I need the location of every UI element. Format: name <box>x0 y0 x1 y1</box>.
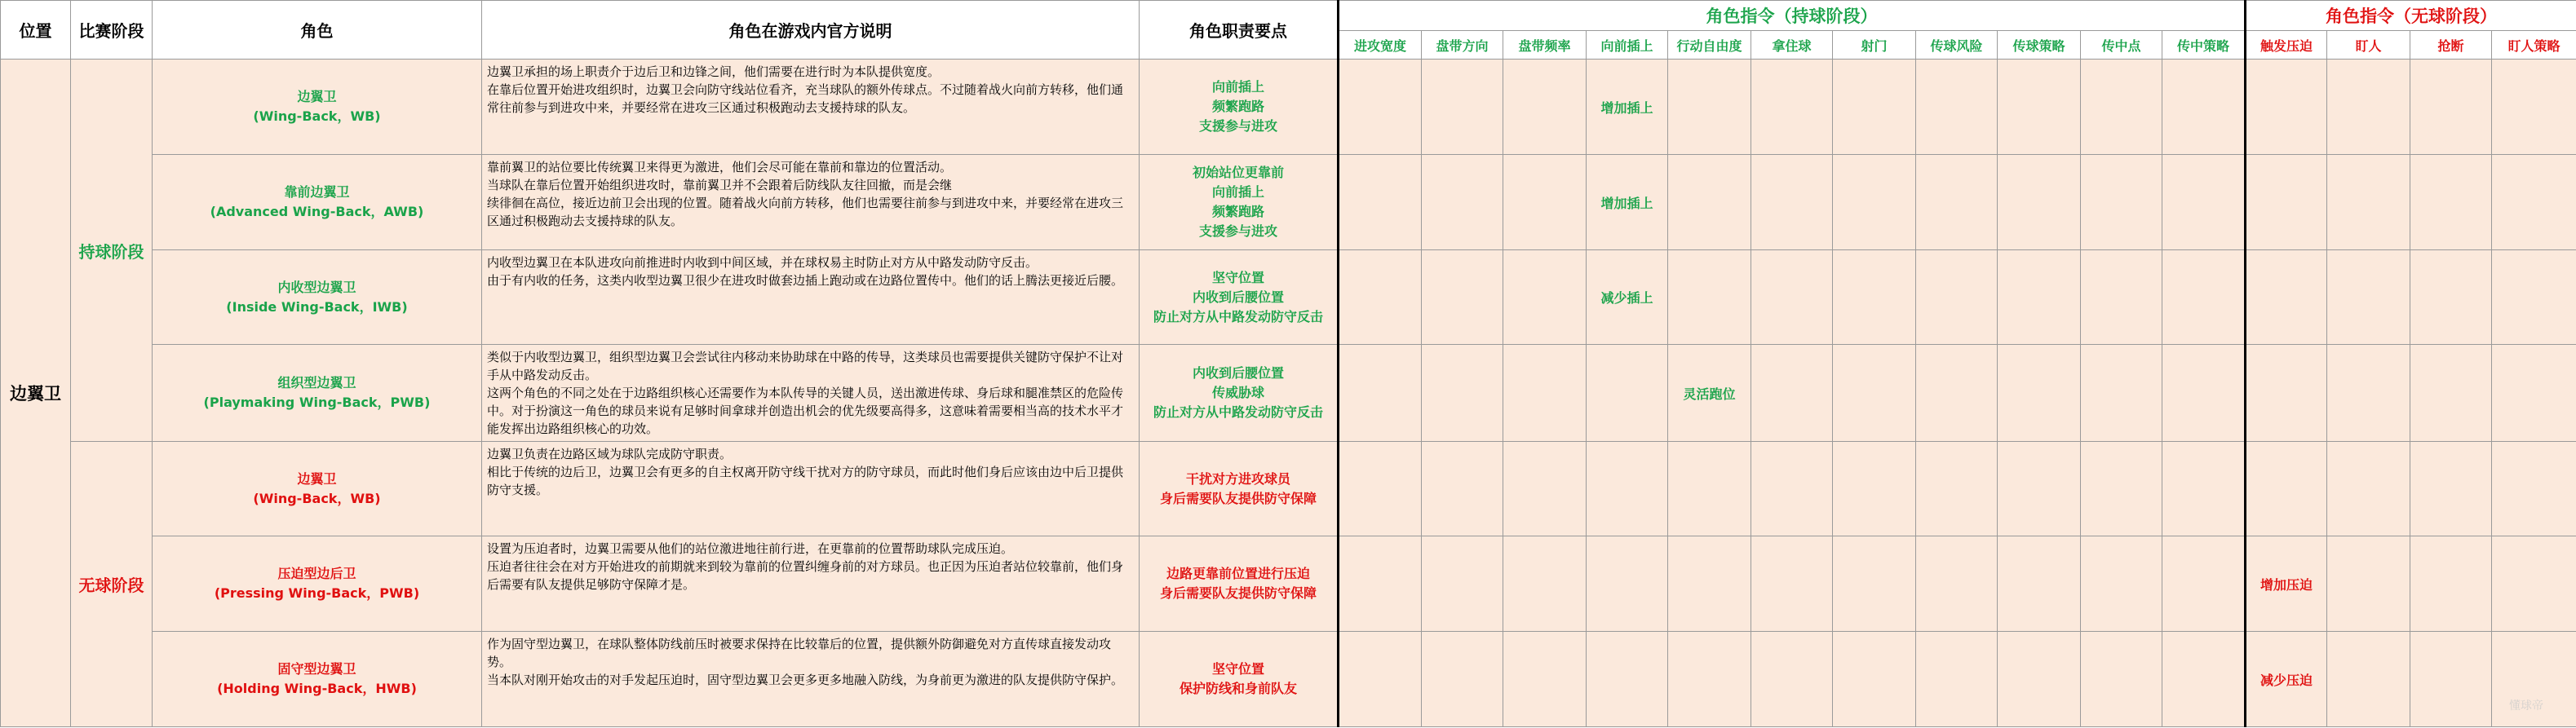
instruction-cell: 灵活跑位 <box>1668 345 1751 442</box>
instruction-cell <box>1833 442 1916 536</box>
instruction-cell <box>1587 345 1668 442</box>
instruction-cell <box>1587 442 1668 536</box>
col-header-in-9: 传中点 <box>2081 31 2162 60</box>
description-line: 类似于内收型边翼卫，组织型边翼卫会尝试往内移动来协助球在中路的传导，这类球员也需要提供关键防守保护不让对手从中路发动反击。 <box>487 350 1124 382</box>
instruction-cell <box>2246 250 2327 345</box>
role-cell <box>153 250 482 345</box>
instruction-cell <box>1339 632 1422 727</box>
instruction-cell <box>2492 60 2576 155</box>
instruction-cell <box>2081 536 2162 632</box>
duties-cell <box>1140 536 1339 632</box>
instruction-cell <box>1339 250 1422 345</box>
role-cell <box>153 536 482 632</box>
instruction-cell <box>2162 345 2246 442</box>
role-cell <box>153 632 482 727</box>
instruction-cell <box>2492 250 2576 345</box>
instruction-cell <box>2081 60 2162 155</box>
header-role: 角色 <box>153 1 482 60</box>
duty-item: 向前插上 <box>1211 79 1264 95</box>
col-header-out-1: 盯人 <box>2327 31 2410 60</box>
header-out-possession: 角色指令（无球阶段） <box>2246 1 2576 31</box>
col-header-in-1: 盘带方向 <box>1422 31 1503 60</box>
instruction-cell <box>2327 155 2410 250</box>
role-name: 固守型边翼卫 <box>277 661 356 677</box>
header-duties: 角色职责要点 <box>1140 1 1339 60</box>
instruction-cell <box>1751 442 1833 536</box>
table-row <box>1 442 2576 536</box>
instruction-cell <box>2081 155 2162 250</box>
instruction-cell: 减少压迫 <box>2246 632 2327 727</box>
instruction-cell <box>1833 250 1916 345</box>
description-line: 设置为压迫者时，边翼卫需要从他们的站位激进地往前行进，在更靠前的位置帮助球队完成压迫。 <box>487 541 1014 556</box>
instruction-cell <box>1503 442 1587 536</box>
description-cell <box>482 536 1140 632</box>
instruction-cell <box>2492 155 2576 250</box>
duty-item: 内收到后腰位置 <box>1192 289 1284 305</box>
description-line: 当本队对刚开始攻击的对手发起压迫时，固守型边翼卫会更多更多地融入防线，为身前更为激进的队友提供防守保护。 <box>487 673 1124 687</box>
description-line: 由于有内收的任务，这类内收型边翼卫很少在进攻时做套边插上跑动或在边路位置传中。他们的话上腾法更接近后腰。 <box>487 273 1124 288</box>
instruction-cell <box>2246 442 2327 536</box>
duties-cell <box>1140 632 1339 727</box>
duty-item: 防止对方从中路发动防守反击 <box>1153 308 1323 324</box>
instruction-cell <box>2327 536 2410 632</box>
role-english-name: (Pressing Wing-Back，PWB) <box>214 585 420 601</box>
instruction-cell <box>2162 536 2246 632</box>
duty-item: 保护防线和身前队友 <box>1179 681 1297 696</box>
header-phase: 比赛阶段 <box>71 1 153 60</box>
instruction-cell: 增加插上 <box>1587 60 1668 155</box>
description-line: 续徘徊在高位，接近边前卫会出现的位置。随着战火向前方转移，他们也需要往前参与到进攻中来，并要经常在进攻三区通过积极跑动去支援持球的队友。 <box>487 196 1124 228</box>
instruction-cell <box>1503 60 1587 155</box>
description-line: 边翼卫承担的场上职责介于边后卫和边锋之间，他们需要在进行时为本队提供宽度。 <box>487 64 941 79</box>
instruction-cell <box>2162 632 2246 727</box>
role-cell <box>153 442 482 536</box>
instruction-cell <box>1998 632 2081 727</box>
duty-item: 支援参与进攻 <box>1198 223 1277 239</box>
instruction-cell <box>2492 536 2576 632</box>
instruction-cell <box>1668 632 1751 727</box>
instruction-cell <box>1916 60 1998 155</box>
instruction-cell <box>1751 345 1833 442</box>
instruction-cell <box>2410 250 2492 345</box>
col-header-in-0: 进攻宽度 <box>1339 31 1422 60</box>
description-line: 在靠后位置开始进攻组织时，边翼卫会向防守线站位看齐，充当球队的额外传球点。不过随着战火向前方转移，他们通常往前参与到进攻中来，并要经常在进攻三区通过积极跑动去支援持球的队友。 <box>487 82 1124 115</box>
instruction-cell <box>2081 442 2162 536</box>
instruction-cell <box>1339 442 1422 536</box>
instruction-cell <box>1503 155 1587 250</box>
role-name: 内收型边翼卫 <box>277 279 356 295</box>
instruction-cell <box>2327 345 2410 442</box>
instruction-cell <box>2410 155 2492 250</box>
instruction-cell <box>1998 155 2081 250</box>
instruction-cell <box>1422 250 1503 345</box>
watermark: 懂球帝 <box>2509 699 2543 713</box>
instruction-cell <box>1751 536 1833 632</box>
description-line: 相比于传统的边后卫，边翼卫会有更多的自主权离开防守线干扰对方的防守球员，而此时他们身后应该由边中后卫提供防守支援。 <box>487 465 1124 497</box>
duty-item: 身后需要队友提供防守保障 <box>1159 490 1317 506</box>
role-name: 组织型边翼卫 <box>277 375 356 390</box>
col-header-in-10: 传中策略 <box>2162 31 2246 60</box>
instruction-cell <box>1503 345 1587 442</box>
role-english-name: (Playmaking Wing-Back，PWB) <box>203 395 431 410</box>
duty-item: 频繁跑路 <box>1211 99 1264 114</box>
instruction-cell <box>1422 345 1503 442</box>
instruction-cell <box>1339 536 1422 632</box>
instruction-cell <box>1339 155 1422 250</box>
table-row <box>1 632 2576 727</box>
duty-item: 频繁跑路 <box>1211 204 1264 219</box>
role-english-name: (Holding Wing-Back，HWB) <box>217 681 417 696</box>
instruction-cell <box>2327 60 2410 155</box>
instruction-cell <box>1503 632 1587 727</box>
instruction-cell <box>2410 632 2492 727</box>
instruction-cell <box>1833 60 1916 155</box>
duties-cell <box>1140 60 1339 155</box>
instruction-cell <box>1916 632 1998 727</box>
header-position: 位置 <box>1 1 71 60</box>
col-header-in-6: 射门 <box>1833 31 1916 60</box>
instruction-cell <box>1668 155 1751 250</box>
instruction-cell <box>2081 250 2162 345</box>
instruction-cell <box>1833 345 1916 442</box>
col-header-in-7: 传球风险 <box>1916 31 1998 60</box>
description-cell <box>482 155 1140 250</box>
role-english-name: (Advanced Wing-Back，AWB) <box>210 204 424 219</box>
role-english-name: (Inside Wing-Back，IWB) <box>226 298 408 315</box>
table-row <box>1 60 2576 155</box>
instruction-cell <box>2410 536 2492 632</box>
instruction-cell <box>2162 250 2246 345</box>
duty-item: 防止对方从中路发动防守反击 <box>1153 404 1323 420</box>
instruction-cell <box>2081 345 2162 442</box>
instruction-cell <box>1668 250 1751 345</box>
instruction-cell <box>1916 442 1998 536</box>
col-header-in-3: 向前插上 <box>1587 31 1668 60</box>
instruction-cell <box>2327 632 2410 727</box>
instruction-cell <box>1916 536 1998 632</box>
role-name: 边翼卫 <box>297 89 337 104</box>
header-description: 角色在游戏内官方说明 <box>482 1 1140 60</box>
duties-cell <box>1140 155 1339 250</box>
duty-item: 干扰对方进攻球员 <box>1185 470 1290 487</box>
description-cell <box>482 632 1140 727</box>
col-header-in-8: 传球策略 <box>1998 31 2081 60</box>
phase-in-possession: 持球阶段 <box>71 60 153 442</box>
instruction-cell <box>1503 536 1587 632</box>
role-name: 压迫型边后卫 <box>277 566 356 581</box>
col-header-out-0: 触发压迫 <box>2246 31 2327 60</box>
role-english-name: (Wing-Back，WB) <box>253 108 381 124</box>
duty-item: 传威胁球 <box>1211 385 1264 400</box>
description-cell <box>482 345 1140 442</box>
duty-item: 坚守位置 <box>1211 661 1264 677</box>
instruction-cell <box>1587 632 1668 727</box>
instruction-cell <box>2162 442 2246 536</box>
table-row <box>1 536 2576 632</box>
instruction-cell <box>1422 536 1503 632</box>
instruction-cell <box>2410 60 2492 155</box>
instruction-cell <box>1422 155 1503 250</box>
instruction-cell <box>1998 345 2081 442</box>
instruction-cell <box>1668 60 1751 155</box>
instruction-cell <box>2327 250 2410 345</box>
instruction-cell <box>1751 250 1833 345</box>
instruction-cell: 减少插上 <box>1587 250 1668 345</box>
instruction-cell <box>2492 442 2576 536</box>
phase-out-possession: 无球阶段 <box>71 442 153 727</box>
instruction-cell: 增加插上 <box>1587 155 1668 250</box>
duties-cell <box>1140 345 1339 442</box>
description-line: 内收型边翼卫在本队进攻向前推进时内收到中间区域，并在球权易主时防止对方从中路发动防守反击。 <box>487 255 1038 270</box>
instruction-cell <box>1833 632 1916 727</box>
instruction-cell <box>1916 345 1998 442</box>
instruction-cell <box>1339 60 1422 155</box>
role-cell <box>153 60 482 155</box>
instruction-cell <box>2162 60 2246 155</box>
instruction-cell <box>1833 536 1916 632</box>
instruction-cell <box>1422 442 1503 536</box>
table-row <box>1 155 2576 250</box>
description-cell <box>482 250 1140 345</box>
col-header-in-2: 盘带频率 <box>1503 31 1587 60</box>
duty-item: 向前插上 <box>1211 184 1264 200</box>
header-in-possession: 角色指令（持球阶段） <box>1339 1 2246 31</box>
description-line: 当球队在靠后位置开始组织进攻时，靠前翼卫并不会跟着后防线队友往回撤，而是会继 <box>487 178 953 192</box>
role-english-name: (Wing-Back，WB) <box>253 490 381 506</box>
duties-cell <box>1140 442 1339 536</box>
instruction-cell <box>1751 632 1833 727</box>
instruction-cell <box>1422 60 1503 155</box>
description-line: 边翼卫负责在边路区域为球队完成防守职责。 <box>487 447 733 461</box>
col-header-out-3: 盯人策略 <box>2492 31 2576 60</box>
role-cell <box>153 345 482 442</box>
instruction-cell <box>1998 250 2081 345</box>
instruction-cell <box>1998 536 2081 632</box>
role-name: 靠前边翼卫 <box>284 184 350 200</box>
instruction-cell <box>2492 345 2576 442</box>
description-line: 靠前翼卫的站位要比传统翼卫来得更为激进，他们会尽可能在靠前和靠边的位置活动。 <box>487 160 953 174</box>
instruction-cell <box>1668 442 1751 536</box>
description-cell <box>482 442 1140 536</box>
instruction-cell <box>1751 60 1833 155</box>
role-name: 边翼卫 <box>297 470 337 487</box>
duty-item: 坚守位置 <box>1211 269 1264 285</box>
description-cell <box>482 60 1140 155</box>
instruction-cell <box>2246 60 2327 155</box>
instruction-cell <box>2162 155 2246 250</box>
col-header-in-5: 拿住球 <box>1751 31 1833 60</box>
instruction-cell <box>2246 155 2327 250</box>
instruction-cell: 增加压迫 <box>2246 536 2327 632</box>
description-line: 这两个角色的不同之处在于边路组织核心还需要作为本队传导的关键人员，送出激进传球、身后球和腿准禁区的危险传中。对于扮演这一角色的球员来说有足够时间拿球并创造出机会的优先级要高得多，这意味着需要相当高的技术水平才能发挥出边路组织核心的功效。 <box>487 386 1124 436</box>
duty-item: 内收到后腰位置 <box>1192 365 1284 381</box>
instruction-cell <box>1916 250 1998 345</box>
description-line: 压迫者往往会在对方开始进攻的前期就来到较为靠前的位置纠缠身前的对方球员。也正因为压迫者站位较靠前，他们身后需要有队友提供足够防守保障才是。 <box>487 559 1124 592</box>
table-row <box>1 250 2576 345</box>
position-cell: 边翼卫 <box>1 60 71 727</box>
duties-cell <box>1140 250 1339 345</box>
instruction-cell <box>2081 632 2162 727</box>
role-cell <box>153 155 482 250</box>
instruction-cell <box>2410 345 2492 442</box>
col-header-out-2: 抢断 <box>2410 31 2492 60</box>
duty-item: 身后需要队友提供防守保障 <box>1159 585 1317 601</box>
duty-item: 初始站位更靠前 <box>1192 165 1284 180</box>
instruction-cell <box>1339 345 1422 442</box>
instruction-cell <box>1998 60 2081 155</box>
instruction-cell <box>2246 345 2327 442</box>
duty-item: 边路更靠前位置进行压迫 <box>1166 566 1310 581</box>
instruction-cell <box>1751 155 1833 250</box>
instruction-cell <box>1668 536 1751 632</box>
col-header-in-4: 行动自由度 <box>1668 31 1751 60</box>
table-row <box>1 345 2576 442</box>
instruction-cell <box>1503 250 1587 345</box>
duty-item: 支援参与进攻 <box>1198 118 1277 134</box>
description-line: 作为固守型边翼卫，在球队整体防线前压时被要求保持在比较靠后的位置，提供额外防御避免对方直传球直接发动攻势。 <box>487 637 1112 669</box>
instruction-cell <box>1998 442 2081 536</box>
instruction-cell <box>1422 632 1503 727</box>
instruction-cell <box>1916 155 1998 250</box>
instruction-cell <box>2327 442 2410 536</box>
instruction-cell <box>1587 536 1668 632</box>
instruction-cell <box>2410 442 2492 536</box>
instruction-cell <box>1833 155 1916 250</box>
